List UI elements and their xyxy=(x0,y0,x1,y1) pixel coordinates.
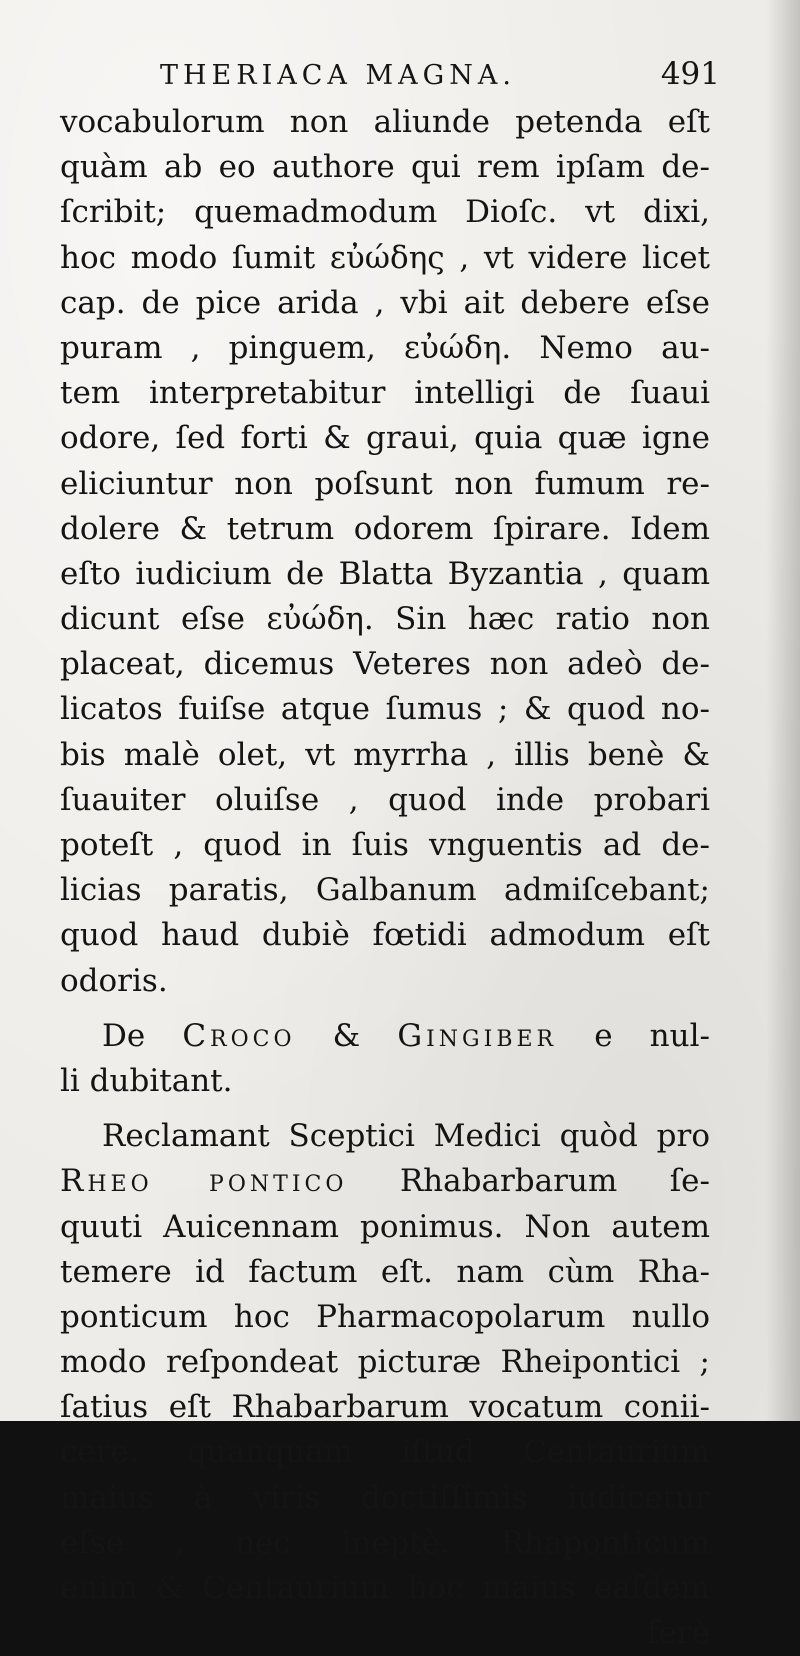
ingredient-name-gingiber: Gingiber xyxy=(397,1017,558,1054)
catchword: ferè xyxy=(647,1615,710,1652)
page-header xyxy=(160,56,720,100)
text-line: Reclamant Sceptici Medici quòd pro xyxy=(102,1118,710,1155)
text-line: li dubitant. xyxy=(60,1062,233,1099)
text-line: maius à viris doctiſſimis iudicetur xyxy=(60,1479,710,1516)
paragraph-gap xyxy=(60,1004,710,1014)
text-line: ſuauiter oluiſse , quod inde probari xyxy=(60,781,710,818)
text-line: poteſt , quod in ſuis vnguentis ad de- xyxy=(60,827,710,863)
paragraph-rheo xyxy=(60,1114,710,1656)
body-text xyxy=(60,100,710,1656)
text-line: licias paratis, Galbanum admiſcebant; xyxy=(60,872,710,909)
ampersand: & xyxy=(332,1017,361,1054)
text-line: cap. de pice arida , vbi ait debere eſse xyxy=(60,284,710,321)
text-line: eſto iudicium de Blatta Byzantia , quam xyxy=(60,555,710,592)
text-line: vocabulorum non aliunde petenda eſt xyxy=(60,104,710,140)
paragraph-gap xyxy=(60,1104,710,1114)
ingredient-name-rheo-pontico: Rheo pontico xyxy=(60,1163,348,1200)
text-line: enim & Centaurium hoc maius eaſdem xyxy=(60,1570,710,1606)
text-line: puram , pinguem, εὐώδη. Nemo au- xyxy=(60,329,710,366)
text-line: odoris. xyxy=(60,962,168,999)
text-run: Rhabarbarum ſe- xyxy=(399,1163,710,1200)
text-line: cere. quanquam iſtud Centaurium xyxy=(60,1434,710,1471)
text-line: dolere & tetrum odorem ſpirare. Idem xyxy=(60,510,710,547)
text-line: eſse , nec ineptè. Rhaponticum xyxy=(60,1524,710,1561)
text-line: ſcribit; quemadmodum Dioſc. vt dixi, xyxy=(60,194,710,231)
running-title: THERIACA MAGNA. xyxy=(160,60,516,91)
ingredient-name-croco: Croco xyxy=(182,1017,296,1054)
text-line xyxy=(60,1159,710,1204)
text-line: placeat, dicemus Veteres non adeò de- xyxy=(60,646,710,683)
paragraph-vocabulorum xyxy=(60,100,710,1004)
text-line: hoc modo ſumit εὐώδης , vt videre licet xyxy=(60,239,710,276)
text-line: bis malè olet, vt myrrha , illis benè & xyxy=(60,736,710,773)
text-line: dicunt eſse εὐώδη. Sin hæc ratio non xyxy=(60,601,710,638)
text-line: odore, ſed forti & graui, quia quæ igne xyxy=(60,420,710,457)
text-run: De xyxy=(102,1017,146,1054)
paragraph-croco xyxy=(60,1014,710,1104)
page-edge-shadow xyxy=(766,0,800,1421)
text-line: ponticum hoc Pharmacopolarum nullo xyxy=(60,1298,710,1335)
text-line xyxy=(60,1014,710,1059)
text-line: quuti Auicennam ponimus. Non autem xyxy=(60,1208,710,1245)
text-line: quàm ab eo authore qui rem ipſam de- xyxy=(60,149,710,186)
text-line: quod haud dubiè fœtidi admodum eſt xyxy=(60,917,710,954)
text-line: eliciuntur non poſsunt non fumum re- xyxy=(60,465,710,502)
text-line: licatos fuiſse atque ſumus ; & quod no- xyxy=(60,691,710,728)
text-line: temere id factum eſt. nam cùm Rha- xyxy=(60,1253,710,1290)
text-line: tem interpretabitur intelligi de ſuaui xyxy=(60,375,710,412)
text-run: e nul- xyxy=(594,1017,710,1054)
text-line: ſatius eſt Rhabarbarum vocatum conii- xyxy=(60,1389,710,1426)
text-line: modo reſpondeat picturæ Rheipontici ; xyxy=(60,1344,710,1381)
page-number: 491 xyxy=(660,56,720,92)
